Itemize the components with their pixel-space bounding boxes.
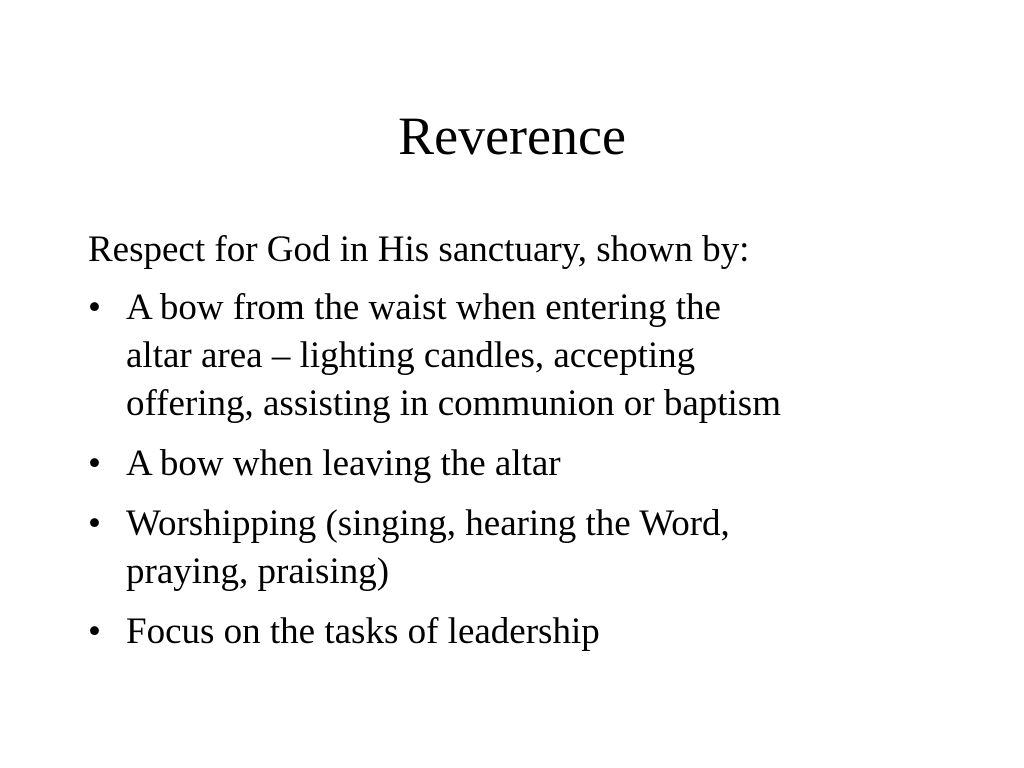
slide-title: Reverence [398,106,626,166]
bullet-icon: • [88,611,101,652]
bullet-line: offering, assisting in communion or baptism [126,383,781,424]
bullet-item [88,500,968,596]
bullet-line: A bow from the waist when entering the [126,287,721,328]
bullet-item [88,284,968,428]
bullet-line: altar area – lighting candles, accepting [126,335,696,376]
bullet-icon: • [88,503,101,544]
bullet-line: Worshipping (singing, hearing the Word, [126,503,730,544]
bullet-line: praying, praising) [126,551,390,592]
bullet-line: A bow when leaving the altar [126,443,561,484]
bullet-item [88,608,968,656]
slide-body [88,226,968,668]
bullet-icon: • [88,443,101,484]
intro-text: Respect for God in His sanctuary, shown by: [88,229,750,270]
bullet-item [88,440,968,488]
bullet-line: Focus on the tasks of leadership [126,611,600,652]
bullet-list [88,284,968,656]
bullet-icon: • [88,287,101,328]
